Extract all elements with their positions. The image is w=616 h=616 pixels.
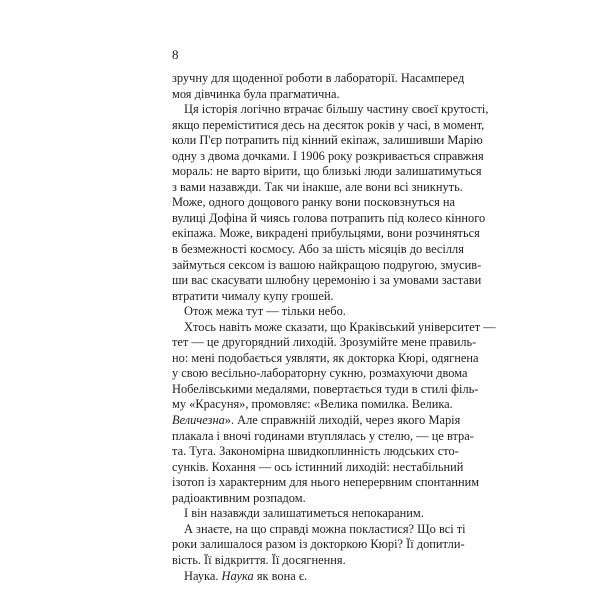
text-fragment: Наука.: [184, 568, 222, 583]
text-line: в безмежності космосу. Або за шість місяців до весілля: [172, 242, 464, 257]
text-line: му «Красуня», промовляє: «Велика помилка. Велика.: [172, 397, 453, 412]
body-text: [172, 71, 496, 584]
text-line: Хтось навіть може сказати, що Краківський університет —: [184, 319, 496, 334]
text-line: Може, одного дощового ранку вони посковзнуться на: [172, 195, 456, 210]
text-line: [172, 569, 444, 585]
text-line: І він назавжди залишатиметься непокараним.: [184, 506, 424, 521]
text-line: та. Туга. Закономірна швидкоплинність людських сто-: [172, 444, 459, 459]
text-line: зручну для щоденної роботи в лабораторії. Насамперед: [172, 71, 465, 85]
text-line: сунків. Кохання — ось істинний лиходій: нестабільний: [172, 459, 464, 474]
text-line: но: мені подобається уявляти, як докторка Кюрі, одягнена: [172, 350, 479, 365]
text-line: моя дівчинка була прагматична.: [172, 86, 340, 101]
text-line: роки залишалося разом із докторкою Кюрі? Її допитли-: [172, 537, 465, 552]
text-line: коли П'єр потрапить під кінний екіпаж, залишивши Марію: [172, 133, 483, 148]
page-number: 8: [172, 47, 179, 62]
text-line: екіпажа. Може, викрадені прибульцями, вони розчиняться: [172, 226, 480, 241]
text-line: [172, 413, 461, 429]
text-line: якщо переміститися десь на десяток років у часі, в момент,: [172, 117, 485, 132]
text-line: ши вас скасувати шлюбну церемонію і за умовами застави: [172, 273, 482, 288]
text-line: тет — це другорядний лиходій. Зрозумійте мене правиль-: [172, 335, 477, 350]
text-line: з вами назавжди. Так чи інакше, але вони всі зникнуть.: [172, 179, 463, 194]
text-line: Нобелівськими медалями, повертається туди в стилі філь-: [172, 381, 479, 396]
text-line: вулиці Дофіна й чиясь голова потрапить під колесо кінного: [172, 210, 486, 225]
text-line: вість. Її відкриття. Її досягнення.: [172, 552, 346, 567]
text-line: одну з двома дочками. І 1906 року розкривається справжня: [172, 148, 484, 163]
text-line: Ця історія логічно втрачає більшу частину своєї крутості,: [184, 102, 489, 117]
text-line: втратити чималу купу грошей.: [172, 288, 334, 303]
text-line: радіоактивним розпадом.: [172, 490, 306, 505]
italic-word: Величезна: [172, 413, 225, 428]
italic-word: Наука: [221, 568, 254, 583]
text-line: мораль: не варто вірити, що близькі люди залишатимуться: [172, 164, 482, 179]
text-line: Отож межа тут — тільки небо.: [184, 304, 346, 319]
text-line: ізотоп із характерним для нього неперервним спонтанним: [172, 475, 480, 490]
text-line: плакала і вночі годинами втуплялась у стелю, — це втра-: [172, 428, 474, 443]
text-line: займуться сексом із вашою найкращою подругою, змусив-: [172, 257, 482, 272]
text-fragment: як вона є.: [253, 568, 308, 583]
text-line: А знаєте, на що справді можна покластися? Що всі ті: [184, 521, 466, 536]
text-line: у свою весільно-лабораторну сукню, розмахуючи двома: [172, 366, 468, 381]
text-fragment: ». Але справжній лиходій, через якого Марія: [224, 413, 461, 428]
